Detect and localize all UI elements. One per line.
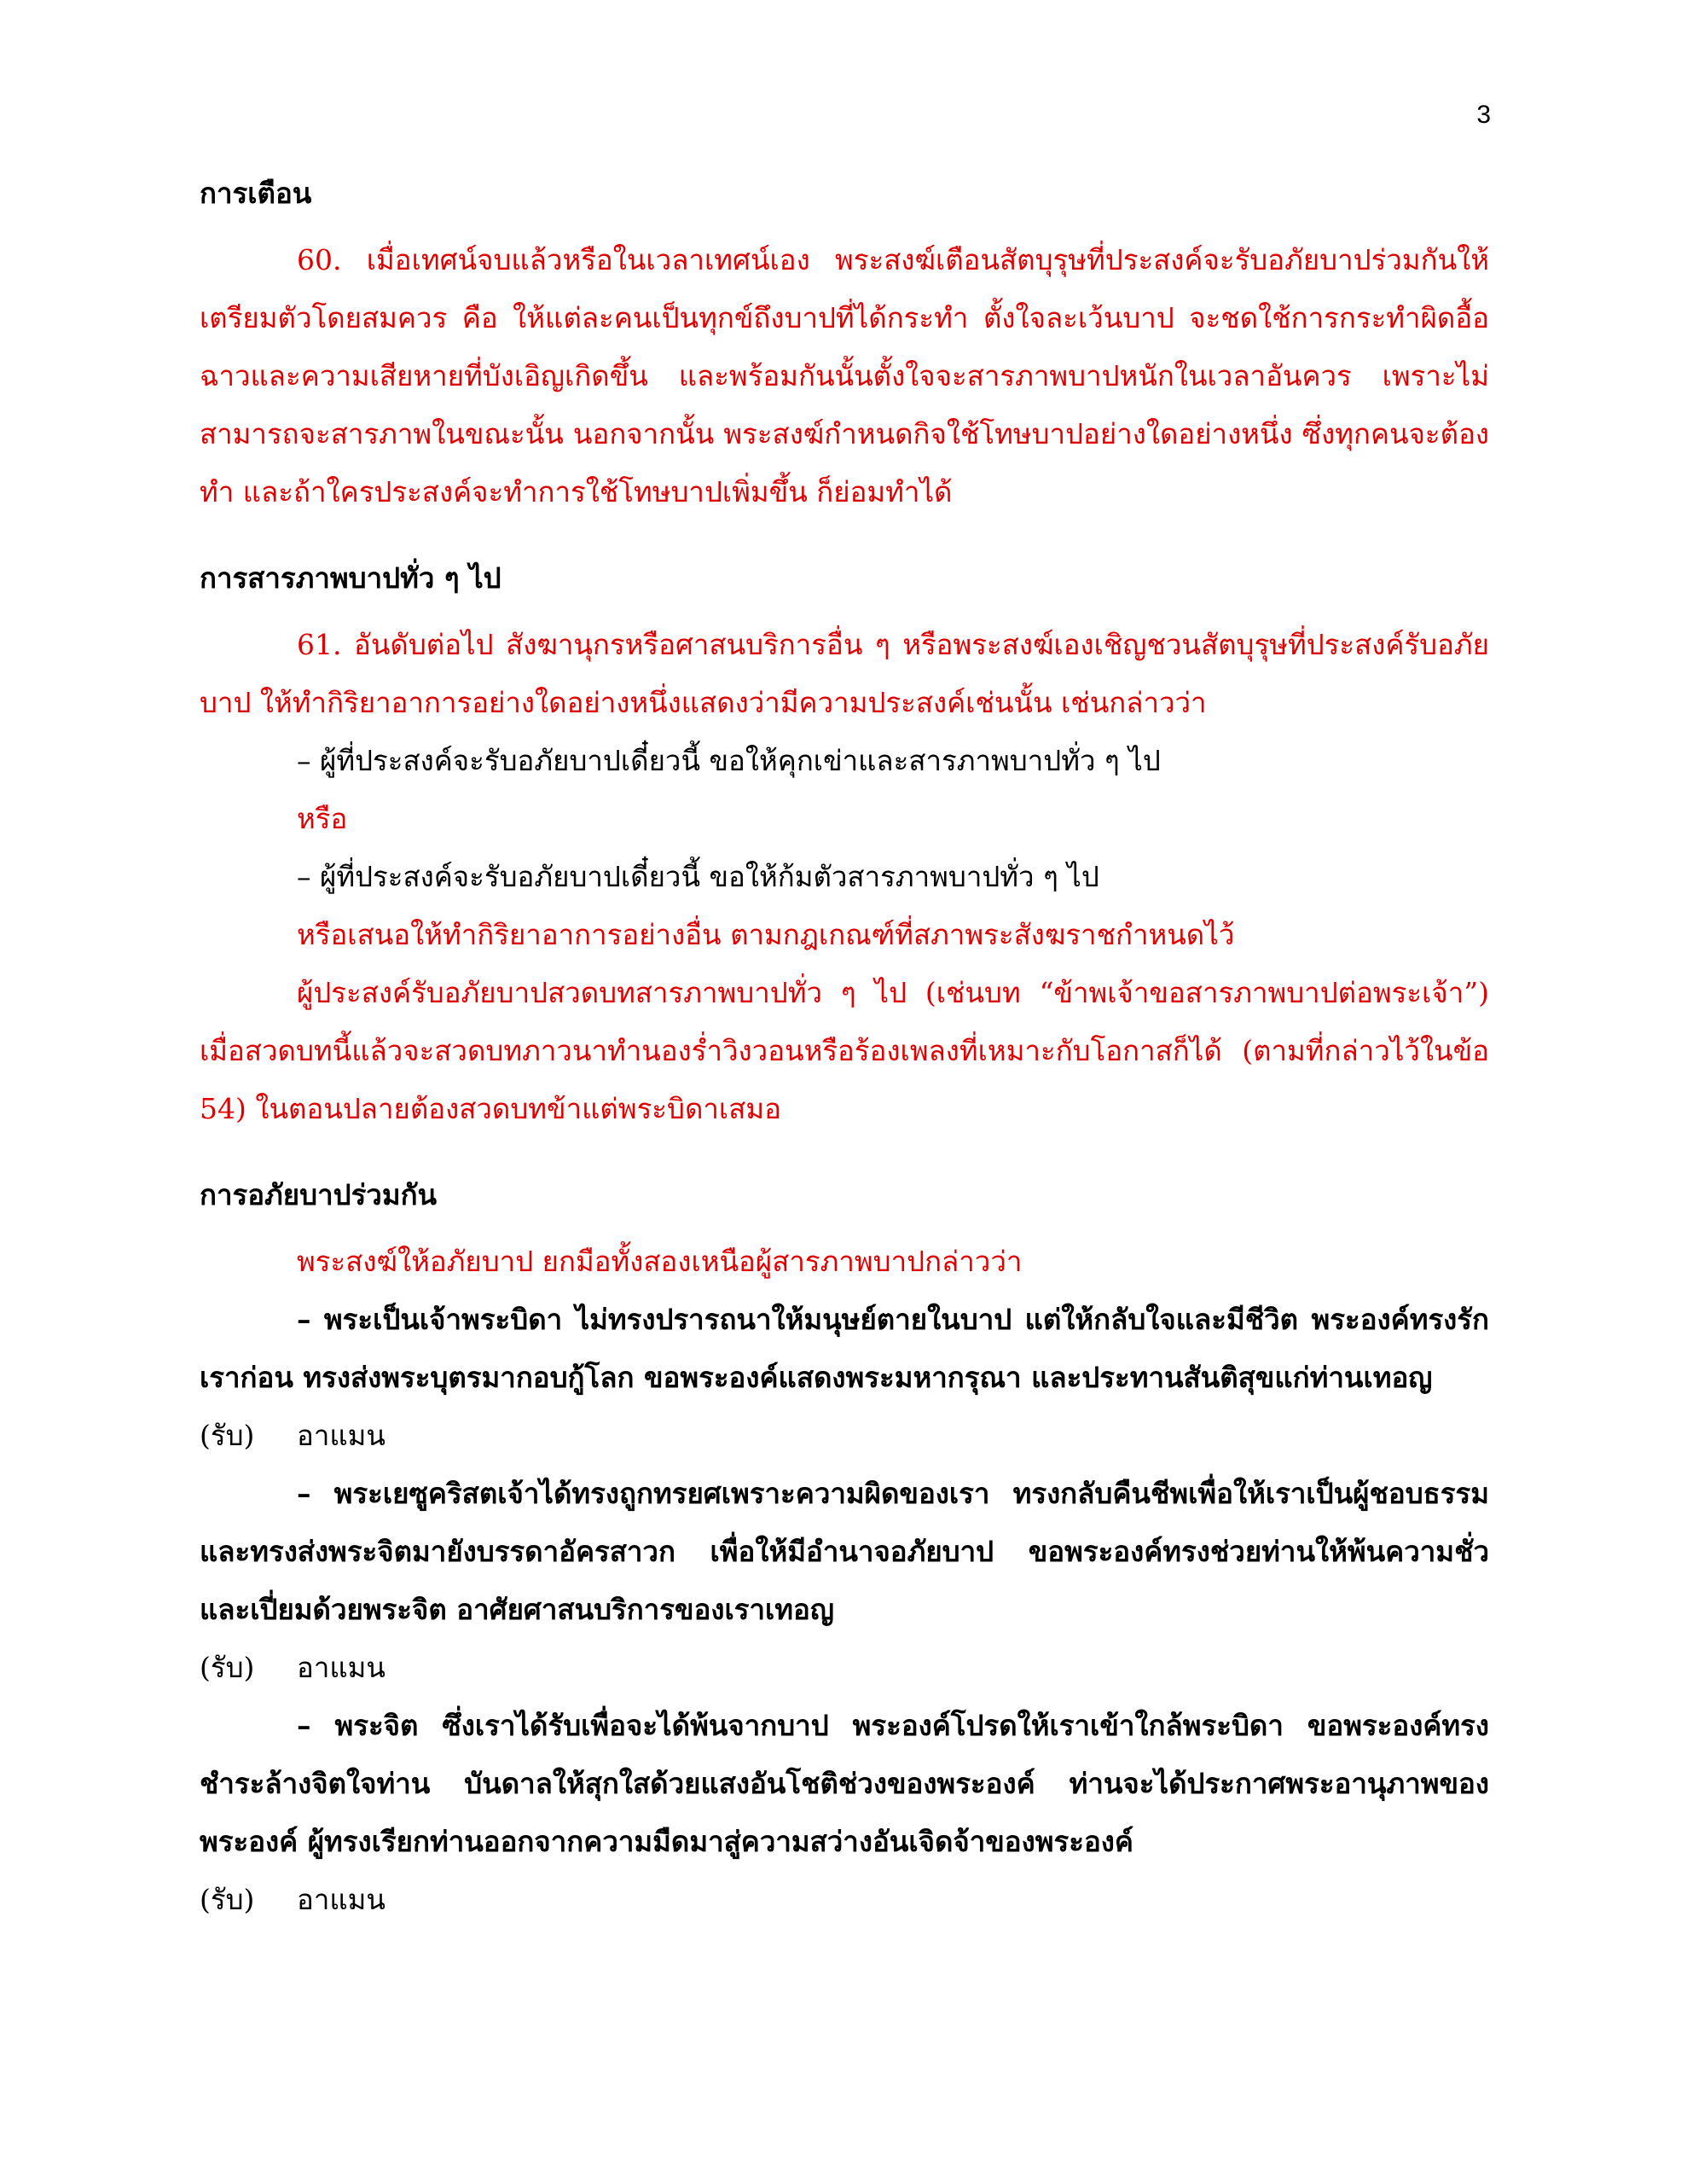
response-text: อาแมน [297, 1651, 386, 1684]
absolution-intro: พระสงฆ์ให้อภัยบาป ยกมือทั้งสองเหนือผู้สารภาพบาปกล่าวว่า [297, 1245, 1023, 1278]
response-amen [200, 1407, 1489, 1465]
blessing-father: – พระเป็นเจ้าพระบิดา ไม่ทรงปรารถนาให้มนุษย์ตายในบาป แต่ให้กลับใจและมีชีวิต พระองค์ทรงรักเราก่อน ทรงส่งพระบุตรมากอบกู้โลก ขอพระองค์แสดงพระมหากรุณา และประทานสันติสุขแก่ท่านเทอญ [200, 1303, 1489, 1394]
or-propose-text: หรือเสนอให้ทำกิริยาอาการอย่างอื่น ตามกฎเกณฑ์ที่สภาพระสังฆราชกำหนดไว้ [297, 918, 1235, 951]
paragraph-61: 61. อันดับต่อไป สังฆานุกรหรือศาสนบริการอื่น ๆ หรือพระสงฆ์เองเชิญชวนสัตบุรุษที่ประสงค์รับอภัยบาป ให้ทำกิริยาอาการอย่างใดอย่างหนึ่งแสดงว่ามีความประสงค์เช่นนั้น เช่นกล่าวว่า [200, 628, 1489, 719]
heading-warning: การเตือน [200, 177, 312, 210]
response-text: อาแมน [297, 1883, 386, 1916]
response-label: (รับ) [200, 1419, 255, 1452]
option-kneel: – ผู้ที่ประสงค์จะรับอภัยบาปเดี๋ยวนี้ ขอให้คุกเข่าและสารภาพบาปทั่ว ๆ ไป [297, 744, 1161, 777]
response-text: อาแมน [297, 1419, 386, 1452]
heading-absolution: การอภัยบาปร่วมกัน [200, 1178, 438, 1211]
blessing-son: – พระเยซูคริสตเจ้าได้ทรงถูกทรยศเพราะความผิดของเรา ทรงกลับคืนชีพเพื่อให้เราเป็นผู้ชอบธรรม และทรงส่งพระจิตมายังบรรดาอัครสาวก เพื่อให้มีอำนาจอภัยบาป ขอพระองค์ทรงช่วยท่านให้พ้นความชั่ว และเปี่ยมด้วยพระจิต อาศัยศาสนบริการของเราเทอญ [200, 1477, 1489, 1626]
response-label: (รับ) [200, 1651, 255, 1684]
option-bow: – ผู้ที่ประสงค์จะรับอภัยบาปเดี๋ยวนี้ ขอให้ก้มตัวสารภาพบาปทั่ว ๆ ไป [297, 860, 1099, 893]
response-label: (รับ) [200, 1883, 255, 1916]
response-amen [200, 1871, 1489, 1929]
or-text: หรือ [297, 802, 348, 835]
recite-instruction: ผู้ประสงค์รับอภัยบาปสวดบทสารภาพบาปทั่ว ๆ ไป (เช่นบท “ข้าพเจ้าขอสารภาพบาปต่อพระเจ้า”) เมื่อสวดบทนี้แล้วจะสวดบทภาวนาทำนองร่ำวิงวอนหรือร้องเพลงที่เหมาะกับโอกาสก็ได้ (ตามที่กล่าวไว้ในข้อ 54) ในตอนปลายต้องสวดบทข้าแต่พระบิดาเสมอ [200, 976, 1489, 1125]
blessing-spirit: – พระจิต ซึ่งเราได้รับเพื่อจะได้พ้นจากบาป พระองค์โปรดให้เราเข้าใกล้พระบิดา ขอพระองค์ทรงชำระล้างจิตใจท่าน บันดาลให้สุกใสด้วยแสงอันโชติช่วงของพระองค์ ท่านจะได้ประกาศพระอานุภาพของพระองค์ ผู้ทรงเรียกท่านออกจากความมืดมาสู่ความสว่างอันเจิดจ้าของพระองค์ [200, 1709, 1489, 1858]
document-body [200, 171, 1489, 1929]
paragraph-60: 60. เมื่อเทศน์จบแล้วหรือในเวลาเทศน์เอง พระสงฆ์เตือนสัตบุรุษที่ประสงค์จะรับอภัยบาปร่วมกันให้เตรียมตัวโดยสมควร คือ ให้แต่ละคนเป็นทุกข์ถึงบาปที่ได้กระทำ ตั้งใจละเว้นบาป จะชดใช้การกระทำผิดอื้อฉาวและความเสียหายที่บังเอิญเกิดขึ้น และพร้อมกันนั้นตั้งใจจะสารภาพบาปหนักในเวลาอันควร เพราะไม่สามารถจะสารภาพในขณะนั้น นอกจากนั้น พระสงฆ์กำหนดกิจใช้โทษบาปอย่างใดอย่างหนึ่ง ซึ่งทุกคนจะต้องทำ และถ้าใครประสงค์จะทำการใช้โทษบาปเพิ่มขึ้น ก็ย่อมทำได้ [200, 243, 1489, 508]
page-number: 3 [1476, 101, 1491, 129]
heading-general-confession: การสารภาพบาปทั่ว ๆ ไป [200, 561, 501, 595]
response-amen [200, 1639, 1489, 1697]
